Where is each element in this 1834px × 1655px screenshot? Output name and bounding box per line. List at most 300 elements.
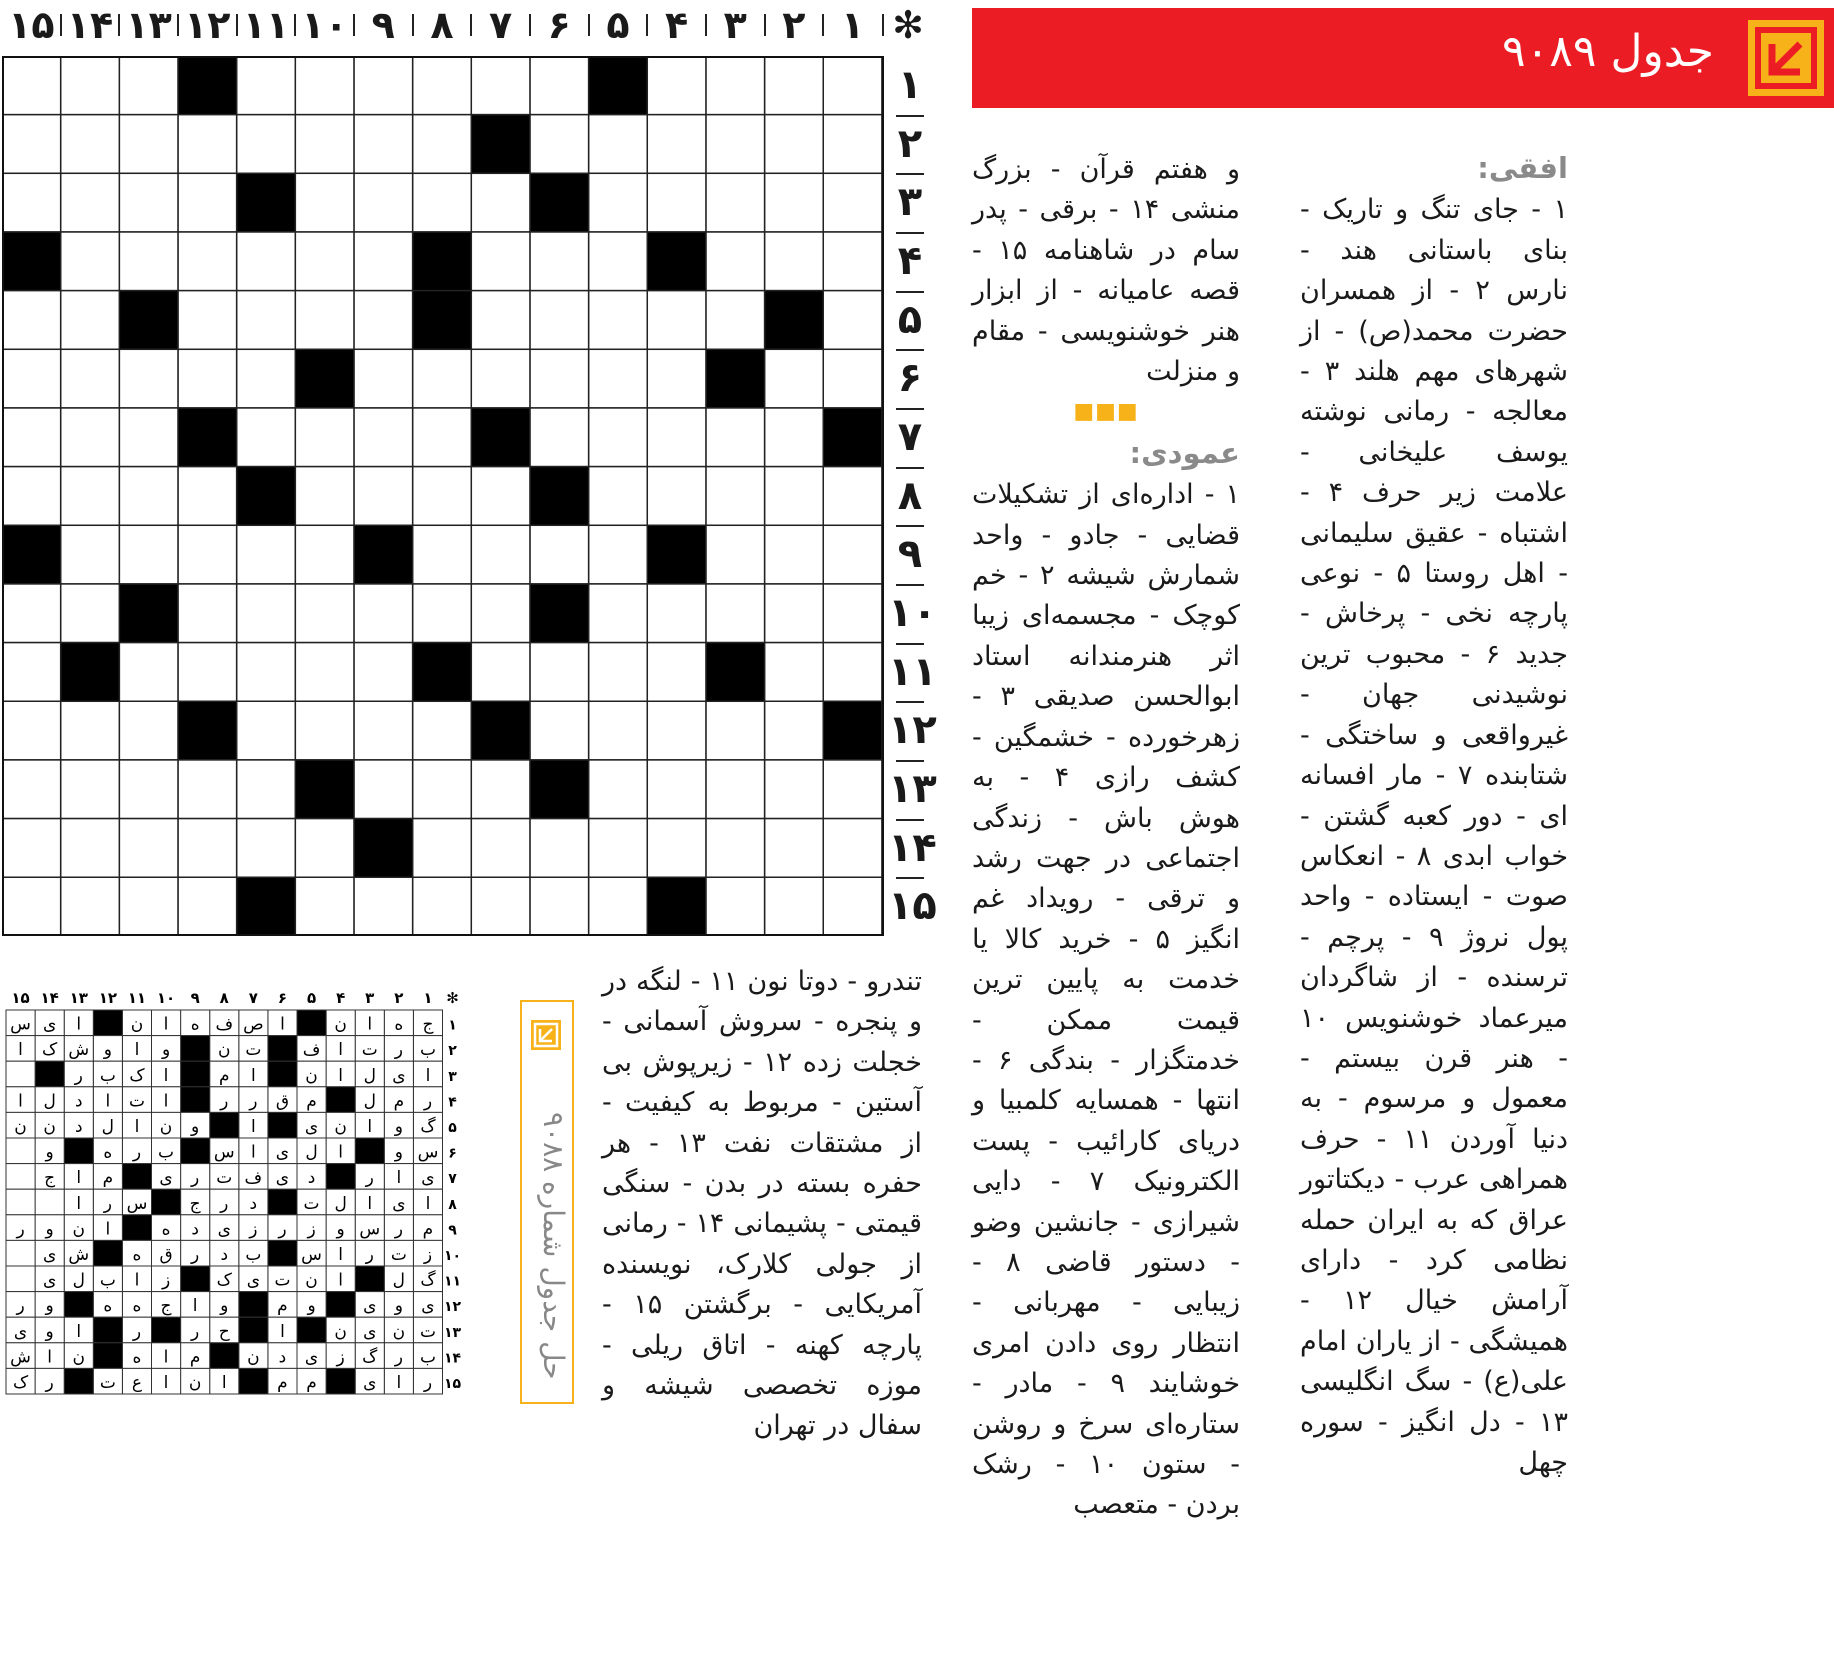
grid-cell[interactable] — [823, 643, 882, 702]
solution-letter: ا — [280, 1014, 285, 1035]
solution-label-frame — [520, 1000, 574, 1404]
grid-cell[interactable] — [61, 877, 120, 936]
grid-cell[interactable] — [530, 643, 589, 702]
grid-cell[interactable] — [237, 115, 296, 174]
grid-cell[interactable] — [706, 760, 765, 819]
grid-cell[interactable] — [2, 349, 61, 408]
solution-row-number: ۲ — [448, 1043, 457, 1060]
grid-cell[interactable] — [823, 291, 882, 350]
solution-letter: ی — [392, 1193, 406, 1214]
solution-black-cell — [268, 1061, 297, 1087]
grid-cell[interactable] — [119, 819, 178, 878]
grid-cell[interactable] — [823, 525, 882, 584]
grid-cell[interactable] — [471, 467, 530, 526]
solution-black-cell — [152, 1189, 181, 1215]
grid-cell[interactable] — [765, 760, 824, 819]
grid-cell[interactable] — [530, 525, 589, 584]
solution-letter: م — [277, 1296, 288, 1317]
grid-cell[interactable] — [765, 115, 824, 174]
row-number: ۱۴ — [888, 824, 937, 871]
solution-letter: ا — [163, 1091, 169, 1112]
solution-cell — [6, 1240, 35, 1266]
solution-letter: ل — [305, 1142, 318, 1163]
grid-cell[interactable] — [765, 525, 824, 584]
row-number: ۳ — [897, 179, 923, 226]
grid-cell[interactable] — [413, 408, 472, 467]
solution-letter: ی — [392, 1065, 406, 1086]
grid-cell[interactable] — [471, 349, 530, 408]
solution-letter: و — [103, 1040, 112, 1061]
grid-cell[interactable] — [2, 819, 61, 878]
grid-cell[interactable] — [178, 115, 237, 174]
grid-cell[interactable] — [61, 173, 120, 232]
grid-cell[interactable] — [119, 701, 178, 760]
grid-cell[interactable] — [61, 115, 120, 174]
solution-letter: گ — [362, 1347, 378, 1368]
grid-cell[interactable] — [413, 701, 472, 760]
grid-cell[interactable] — [61, 760, 120, 819]
black-cell — [823, 408, 882, 467]
grid-cell[interactable] — [765, 56, 824, 115]
grid-cell[interactable] — [765, 584, 824, 643]
grid-cell[interactable] — [61, 408, 120, 467]
grid-cell[interactable] — [823, 232, 882, 291]
grid-cell[interactable] — [413, 877, 472, 936]
grid-cell[interactable] — [647, 173, 706, 232]
grid-cell[interactable] — [61, 56, 120, 115]
grid-cell[interactable] — [237, 819, 296, 878]
grid-cell[interactable] — [823, 349, 882, 408]
grid-cell[interactable] — [530, 232, 589, 291]
grid-cell[interactable] — [61, 291, 120, 350]
row-number: ۹ — [897, 531, 923, 578]
solution-black-cell — [64, 1368, 93, 1394]
grid-cell[interactable] — [61, 525, 120, 584]
grid-cell[interactable] — [237, 701, 296, 760]
grid-cell[interactable] — [119, 877, 178, 936]
solution-letter: ر — [103, 1193, 112, 1214]
grid-cell[interactable] — [295, 643, 354, 702]
solution-letter: ب — [419, 1347, 436, 1368]
grid-cell[interactable] — [178, 291, 237, 350]
grid-cell[interactable] — [413, 467, 472, 526]
grid-cell[interactable] — [178, 349, 237, 408]
grid-cell[interactable] — [589, 760, 648, 819]
solution-letter: ک — [42, 1040, 58, 1061]
grid-cell[interactable] — [706, 584, 765, 643]
solution-letter: و — [336, 1219, 345, 1240]
solution-cell — [6, 1138, 35, 1164]
grid-cell[interactable] — [765, 877, 824, 936]
row-separator — [896, 760, 924, 762]
grid-cell[interactable] — [178, 819, 237, 878]
grid-cell[interactable] — [471, 819, 530, 878]
solution-letter: م — [218, 1065, 230, 1086]
grid-cell[interactable] — [530, 291, 589, 350]
grid-cell[interactable] — [471, 584, 530, 643]
grid-cell[interactable] — [295, 467, 354, 526]
grid-cell[interactable] — [237, 232, 296, 291]
solution-letter: ن — [247, 1347, 260, 1368]
grid-cell[interactable] — [823, 877, 882, 936]
grid-cell[interactable] — [765, 643, 824, 702]
solution-black-cell — [210, 1343, 239, 1369]
grid-cell[interactable] — [589, 232, 648, 291]
grid-cell[interactable] — [823, 760, 882, 819]
grid-cell[interactable] — [2, 760, 61, 819]
grid-cell[interactable] — [823, 467, 882, 526]
row-separator — [896, 291, 924, 293]
grid-cell[interactable] — [178, 584, 237, 643]
row-number: ۸ — [897, 472, 923, 519]
column-number: ۱۰ — [301, 3, 348, 47]
row-separator — [896, 232, 924, 234]
grid-cell[interactable] — [61, 232, 120, 291]
solution-letter: ی — [304, 1347, 319, 1368]
black-cell — [178, 56, 237, 115]
grid-cell[interactable] — [2, 115, 61, 174]
solution-letter: ی — [421, 1168, 435, 1189]
grid-cell[interactable] — [471, 643, 530, 702]
grid-cell[interactable] — [471, 291, 530, 350]
grid-cell[interactable] — [823, 56, 882, 115]
solution-letter: ا — [367, 1193, 373, 1214]
grid-cell[interactable] — [2, 877, 61, 936]
grid-cell[interactable] — [119, 349, 178, 408]
black-cell — [765, 291, 824, 350]
grid-cell[interactable] — [2, 584, 61, 643]
grid-cell[interactable] — [119, 115, 178, 174]
grid-cell[interactable] — [295, 115, 354, 174]
grid-cell[interactable] — [413, 584, 472, 643]
grid-cell[interactable] — [765, 819, 824, 878]
solution-black-cell — [210, 1112, 239, 1138]
solution-letter: و — [45, 1219, 54, 1240]
grid-cell[interactable] — [413, 819, 472, 878]
grid-cell[interactable] — [647, 349, 706, 408]
grid-cell[interactable] — [354, 408, 413, 467]
solution-letter: س — [417, 1142, 439, 1163]
grid-cell[interactable] — [530, 408, 589, 467]
grid-cell[interactable] — [237, 643, 296, 702]
row-separator — [896, 115, 924, 117]
solution-grid — [4, 986, 482, 1404]
solution-letter: ر — [394, 1219, 403, 1240]
grid-cell[interactable] — [589, 349, 648, 408]
solution-letter: ا — [338, 1245, 344, 1265]
grid-cell[interactable] — [647, 115, 706, 174]
solution-letter: ر — [132, 1142, 142, 1163]
solution-letter: ی — [275, 1168, 290, 1189]
solution-letter: د — [249, 1193, 258, 1214]
solution-letter: ن — [334, 1014, 347, 1035]
black-cell — [706, 643, 765, 702]
solution-black-cell — [297, 1317, 326, 1343]
grid-cell[interactable] — [295, 408, 354, 467]
solution-letter: س — [359, 1219, 381, 1240]
solution-letter: ر — [394, 1040, 403, 1061]
grid-cell[interactable] — [589, 115, 648, 174]
column-number: ۱۵ — [8, 3, 55, 47]
solution-letter: ک — [129, 1065, 145, 1086]
grid-cell[interactable] — [237, 760, 296, 819]
grid-cell[interactable] — [706, 467, 765, 526]
solution-column-number: ۱۳ — [69, 989, 88, 1007]
grid-cell[interactable] — [295, 584, 354, 643]
grid-cell[interactable] — [589, 643, 648, 702]
grid-cell[interactable] — [765, 467, 824, 526]
grid-cell[interactable] — [237, 584, 296, 643]
grid-cell[interactable] — [61, 701, 120, 760]
grid-cell[interactable] — [178, 232, 237, 291]
solution-column-number: ۱۰ — [156, 989, 176, 1007]
grid-cell[interactable] — [530, 349, 589, 408]
page-title: جدول ۹۰۸۹ — [1501, 26, 1714, 77]
grid-cell[interactable] — [823, 819, 882, 878]
grid-cell[interactable] — [471, 232, 530, 291]
row-number: ۱ — [897, 62, 923, 108]
grid-cell[interactable] — [354, 349, 413, 408]
grid-cell[interactable] — [823, 173, 882, 232]
grid-cell[interactable] — [706, 877, 765, 936]
solution-black-cell — [268, 1240, 297, 1266]
grid-cell[interactable] — [413, 115, 472, 174]
grid-cell[interactable] — [706, 173, 765, 232]
row-separator — [896, 701, 924, 703]
solution-row-number: ۵ — [448, 1120, 457, 1136]
grid-cell[interactable] — [354, 877, 413, 936]
solution-letter: ا — [163, 1014, 169, 1035]
grid-cell[interactable] — [237, 291, 296, 350]
black-cell — [647, 232, 706, 291]
grid-cell[interactable] — [2, 56, 61, 115]
grid-cell[interactable] — [295, 56, 354, 115]
solution-cell — [6, 1164, 35, 1190]
grid-cell[interactable] — [413, 56, 472, 115]
grid-cell[interactable] — [589, 877, 648, 936]
solution-letter: ی — [363, 1373, 377, 1393]
grid-cell[interactable] — [119, 525, 178, 584]
grid-cell[interactable] — [237, 408, 296, 467]
grid-cell[interactable] — [530, 56, 589, 115]
solution-letter: ش — [68, 1040, 90, 1061]
solution-letter: ق — [275, 1091, 290, 1112]
solution-letter: ش — [10, 1347, 31, 1368]
grid-cell[interactable] — [413, 525, 472, 584]
grid-cell[interactable] — [295, 173, 354, 232]
grid-cell[interactable] — [471, 877, 530, 936]
column-number: ۴ — [664, 3, 689, 47]
grid-cell[interactable] — [765, 232, 824, 291]
solution-letter: و — [45, 1296, 54, 1317]
grid-cell[interactable] — [354, 701, 413, 760]
grid-cell[interactable] — [706, 701, 765, 760]
grid-cell[interactable] — [178, 877, 237, 936]
grid-cell[interactable] — [706, 115, 765, 174]
grid-cell[interactable] — [647, 291, 706, 350]
grid-cell[interactable] — [647, 467, 706, 526]
grid-cell[interactable] — [471, 173, 530, 232]
black-cell — [530, 584, 589, 643]
solution-letter: ر — [191, 1168, 200, 1189]
grid-cell[interactable] — [706, 819, 765, 878]
grid-cell[interactable] — [765, 173, 824, 232]
grid-cell[interactable] — [354, 56, 413, 115]
solution-black-cell — [181, 1087, 210, 1113]
grid-cell[interactable] — [471, 525, 530, 584]
black-cell — [119, 291, 178, 350]
grid-cell[interactable] — [61, 467, 120, 526]
grid-cell[interactable] — [2, 701, 61, 760]
grid-cell[interactable] — [354, 584, 413, 643]
grid-cell[interactable] — [589, 525, 648, 584]
solution-letter: ر — [220, 1091, 229, 1112]
solution-letter: ا — [76, 1193, 82, 1214]
row-number: ۷ — [897, 413, 923, 460]
grid-cell[interactable] — [413, 173, 472, 232]
grid-cell[interactable] — [354, 115, 413, 174]
grid-cell[interactable] — [295, 525, 354, 584]
row-number: ۲ — [897, 120, 923, 167]
black-cell — [706, 349, 765, 408]
grid-cell[interactable] — [706, 232, 765, 291]
grid-cell[interactable] — [413, 349, 472, 408]
black-cell — [295, 760, 354, 819]
grid-cell[interactable] — [295, 232, 354, 291]
solution-letter: و — [45, 1321, 54, 1342]
grid-cell[interactable] — [647, 408, 706, 467]
solution-letter: د — [191, 1219, 199, 1240]
solution-column-number: ۷ — [248, 989, 258, 1007]
grid-cell[interactable] — [589, 408, 648, 467]
grid-cell[interactable] — [706, 291, 765, 350]
grid-cell[interactable] — [61, 349, 120, 408]
grid-cell[interactable] — [589, 701, 648, 760]
solution-cell — [6, 1061, 35, 1087]
grid-cell[interactable] — [119, 760, 178, 819]
solution-letter: ر — [365, 1245, 374, 1265]
solution-column-number: ۲ — [394, 989, 404, 1007]
grid-cell[interactable] — [765, 349, 824, 408]
grid-cell[interactable] — [823, 115, 882, 174]
grid-cell[interactable] — [471, 760, 530, 819]
solution-letter: ک — [12, 1373, 29, 1393]
solution-black-cell — [268, 1112, 297, 1138]
grid-cell[interactable] — [178, 760, 237, 819]
solution-letter: ن — [72, 1219, 85, 1240]
grid-cell[interactable] — [119, 467, 178, 526]
grid-cell[interactable] — [589, 291, 648, 350]
solution-letter: ن — [305, 1065, 318, 1086]
solution-row-number: ۱۱ — [443, 1273, 462, 1290]
grid-cell[interactable] — [530, 877, 589, 936]
grid-cell[interactable] — [2, 467, 61, 526]
grid-cell[interactable] — [647, 701, 706, 760]
grid-cell[interactable] — [237, 525, 296, 584]
grid-cell[interactable] — [2, 643, 61, 702]
grid-cell[interactable] — [354, 643, 413, 702]
solution-black-cell — [239, 1292, 268, 1318]
grid-cell[interactable] — [530, 115, 589, 174]
solution-letter: ل — [334, 1193, 347, 1214]
solution-letter: م — [306, 1091, 317, 1112]
solution-letter: و — [394, 1117, 403, 1137]
grid-cell[interactable] — [354, 760, 413, 819]
grid-cell[interactable] — [589, 584, 648, 643]
grid-cell[interactable] — [2, 173, 61, 232]
grid-cell[interactable] — [589, 467, 648, 526]
grid-cell[interactable] — [530, 701, 589, 760]
solution-letter: ن — [392, 1321, 406, 1342]
grid-cell[interactable] — [237, 349, 296, 408]
grid-cell[interactable] — [530, 819, 589, 878]
grid-cell[interactable] — [647, 760, 706, 819]
grid-cell[interactable] — [119, 643, 178, 702]
grid-cell[interactable] — [354, 467, 413, 526]
grid-cell[interactable] — [119, 56, 178, 115]
grid-cell[interactable] — [61, 584, 120, 643]
grid-cell[interactable] — [471, 56, 530, 115]
grid-cell[interactable] — [647, 56, 706, 115]
grid-cell[interactable] — [295, 291, 354, 350]
solution-letter: ن — [14, 1117, 27, 1137]
solution-letter: ا — [396, 1373, 402, 1393]
solution-letter: ه — [132, 1347, 142, 1368]
grid-cell[interactable] — [119, 232, 178, 291]
solution-letter: ب — [158, 1142, 175, 1163]
grid-cell[interactable] — [2, 408, 61, 467]
grid-cell[interactable] — [178, 525, 237, 584]
black-cell — [530, 467, 589, 526]
grid-cell[interactable] — [119, 173, 178, 232]
solution-letter: ا — [134, 1117, 140, 1137]
grid-cell[interactable] — [295, 701, 354, 760]
grid-cell[interactable] — [589, 819, 648, 878]
grid-cell[interactable] — [354, 173, 413, 232]
grid-cell[interactable] — [2, 291, 61, 350]
grid-cell[interactable] — [295, 877, 354, 936]
grid-cell[interactable] — [178, 173, 237, 232]
grid-cell[interactable] — [765, 701, 824, 760]
grid-cell[interactable] — [706, 525, 765, 584]
grid-cell[interactable] — [295, 819, 354, 878]
grid-cell[interactable] — [354, 232, 413, 291]
grid-cell[interactable] — [237, 56, 296, 115]
crossword-grid[interactable] — [2, 56, 884, 936]
solution-letter: ر — [394, 1347, 403, 1368]
grid-cell[interactable] — [354, 291, 413, 350]
grid-cell[interactable] — [647, 584, 706, 643]
grid-cell[interactable] — [647, 819, 706, 878]
solution-column-number: ۴ — [336, 989, 346, 1007]
grid-cell[interactable] — [413, 760, 472, 819]
grid-cell[interactable] — [119, 408, 178, 467]
grid-cell[interactable] — [647, 643, 706, 702]
grid-cell[interactable] — [178, 467, 237, 526]
black-cell — [530, 173, 589, 232]
grid-cell[interactable] — [589, 173, 648, 232]
grid-cell[interactable] — [765, 408, 824, 467]
solution-letter: و — [394, 1296, 403, 1317]
solution-column-number: ۱۱ — [127, 989, 147, 1007]
grid-cell[interactable] — [61, 819, 120, 878]
grid-cell[interactable] — [706, 56, 765, 115]
grid-cell[interactable] — [823, 584, 882, 643]
grid-cell[interactable] — [178, 643, 237, 702]
solution-letter: ا — [338, 1040, 344, 1061]
grid-cell[interactable] — [706, 408, 765, 467]
solution-letter: ر — [74, 1065, 83, 1086]
